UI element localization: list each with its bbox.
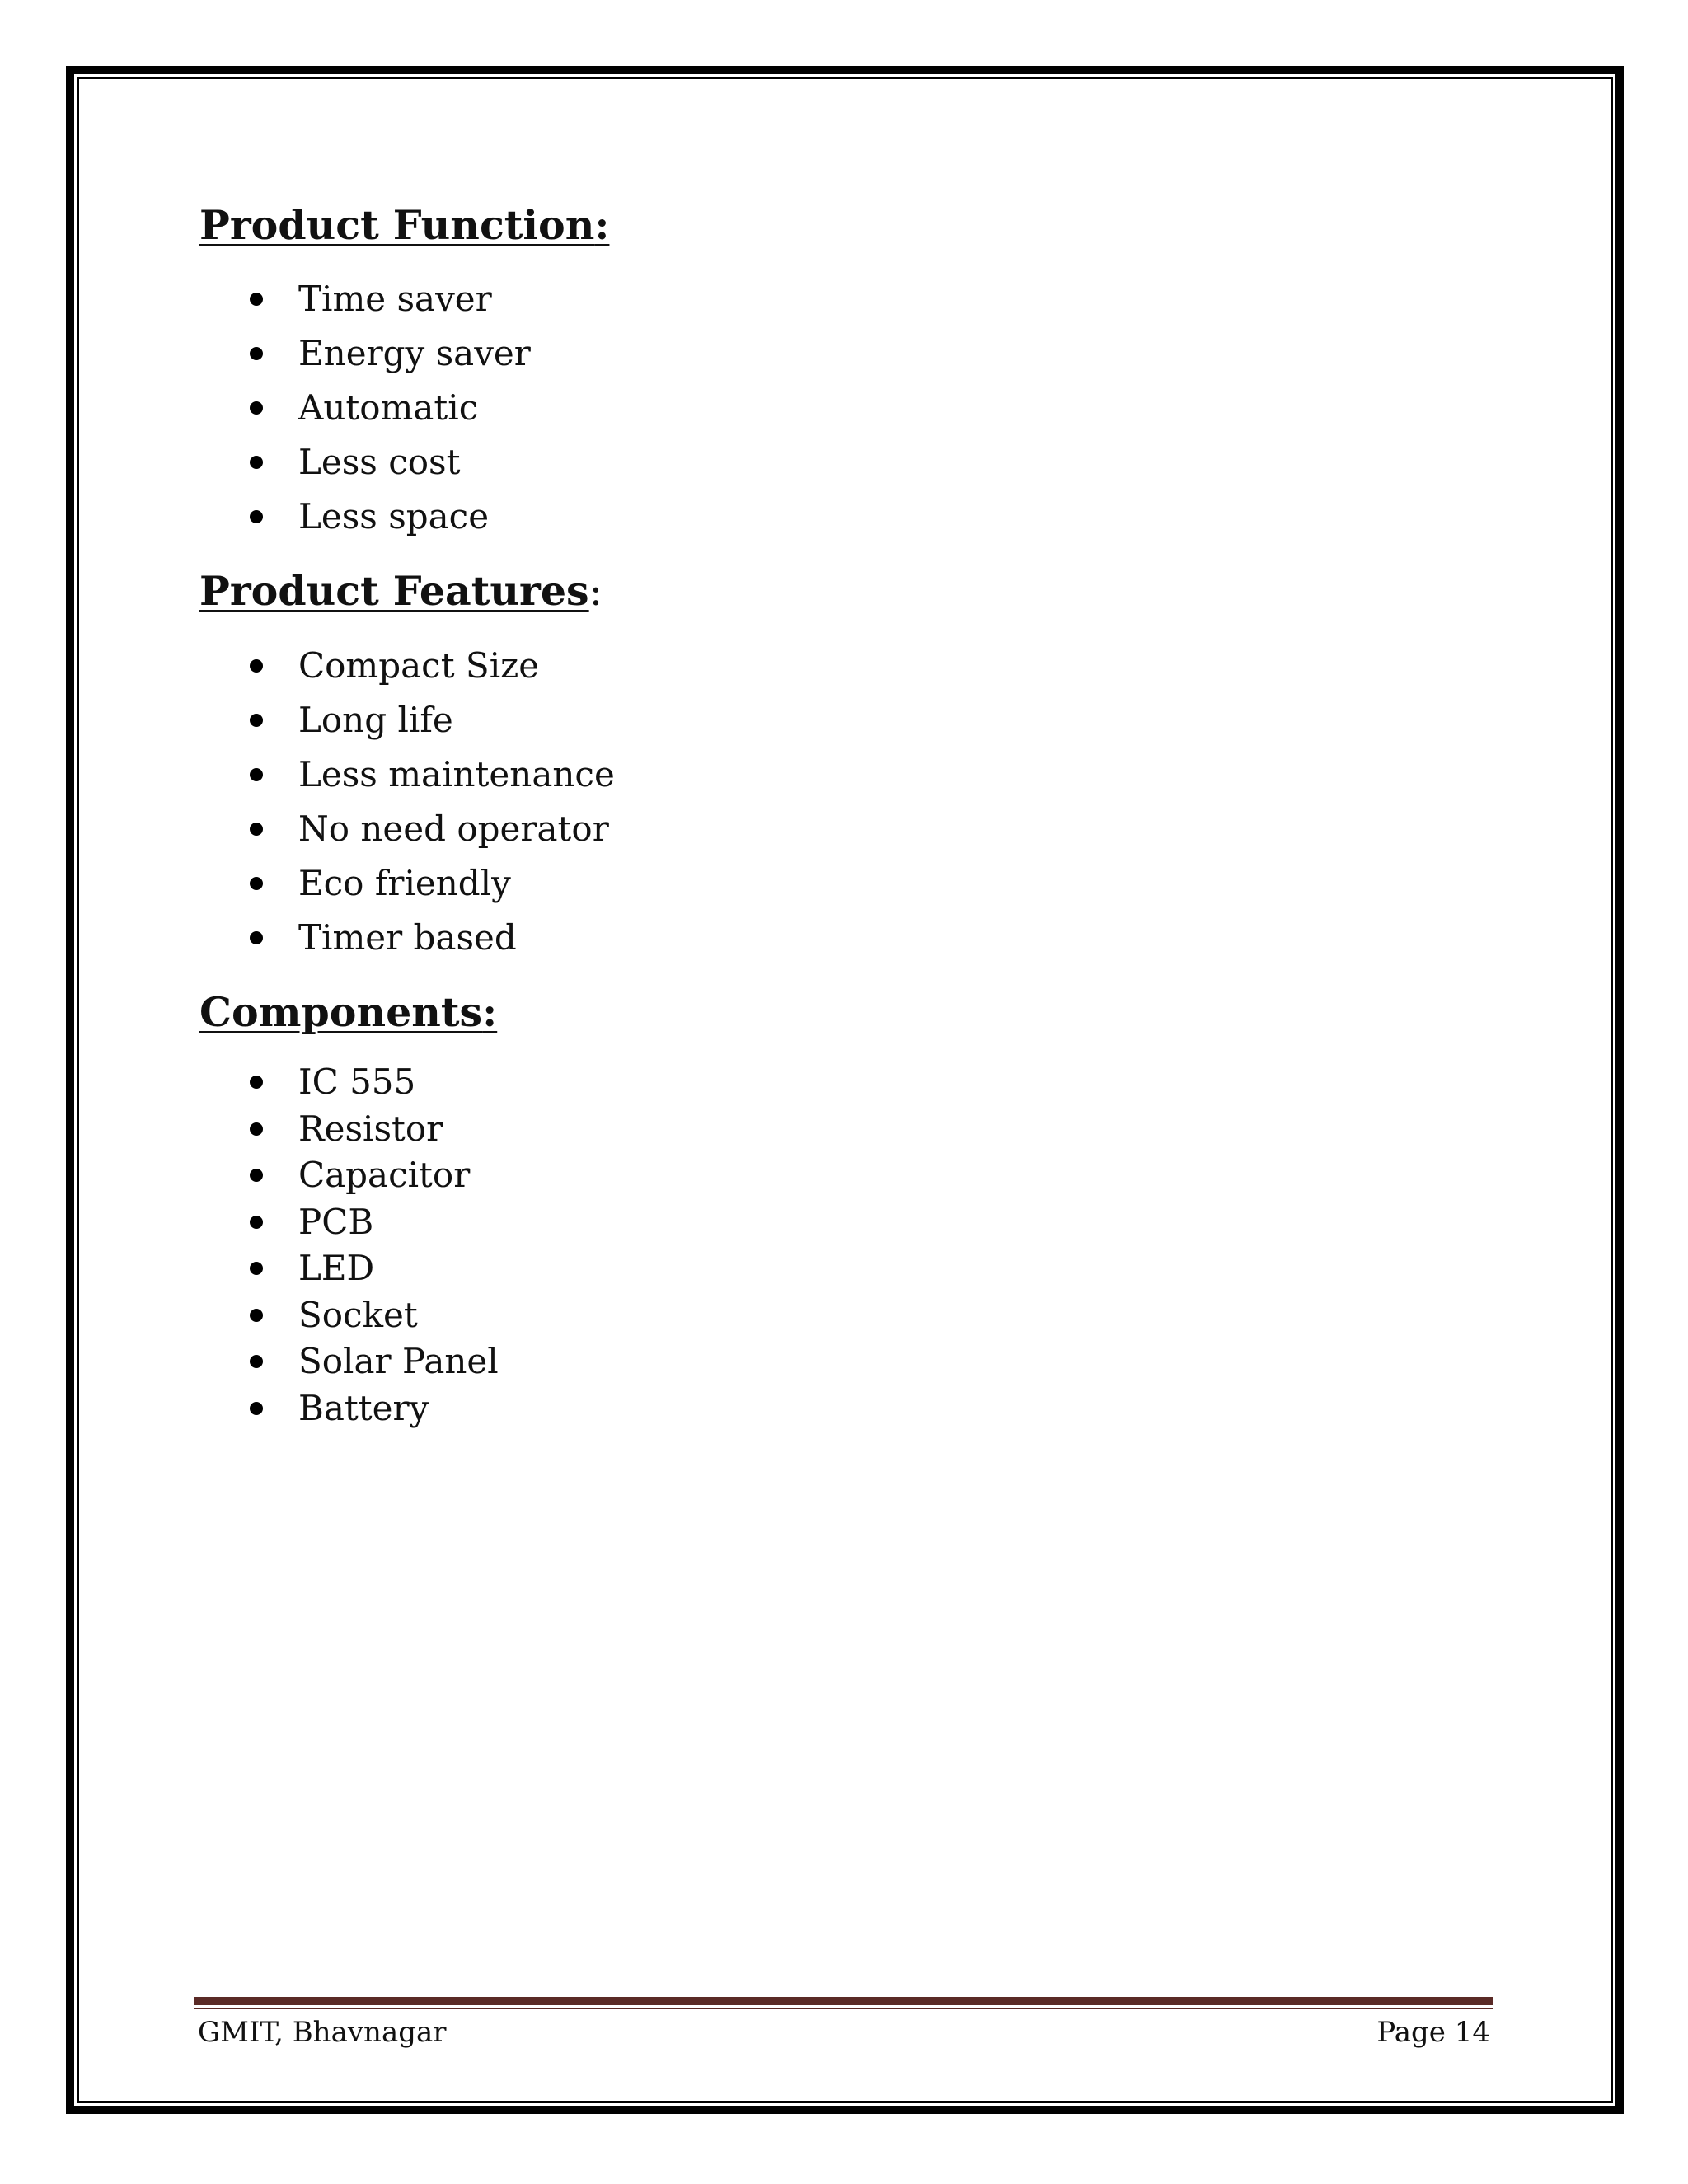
section-title-product-function: [199, 196, 1485, 254]
list-item-text: LED: [298, 1248, 375, 1288]
list-item-text: Timer based: [298, 917, 517, 958]
list-item: [199, 856, 1485, 911]
list-item-text: Eco friendly: [298, 863, 511, 903]
bullet-icon: [250, 293, 263, 306]
list-item: [199, 435, 1485, 490]
bullet-icon: [250, 659, 263, 673]
list-item: [199, 1292, 1485, 1339]
list-item: [199, 802, 1485, 856]
list-item-text: Solar Panel: [298, 1341, 499, 1381]
section-title-text: Components: [199, 988, 483, 1036]
bullet-icon: [250, 510, 263, 523]
bullet-icon: [250, 1076, 263, 1089]
list-item: [199, 1338, 1485, 1385]
list-item-text: Less maintenance: [298, 754, 615, 794]
list-item: [199, 1106, 1485, 1153]
list-item-text: Less cost: [298, 442, 461, 482]
bullet-icon: [250, 401, 263, 415]
list-item-text: Resistor: [298, 1108, 443, 1149]
list-item-text: Less space: [298, 496, 490, 537]
bullet-icon: [250, 1216, 263, 1229]
list-item: [199, 693, 1485, 748]
bullet-icon: [250, 1169, 263, 1182]
product-features-list: [199, 639, 1485, 965]
list-item: [199, 639, 1485, 693]
list-item: [199, 1199, 1485, 1246]
section-title-text: Product Function: [199, 201, 595, 249]
list-item: [199, 272, 1485, 326]
bullet-icon: [250, 714, 263, 727]
list-item-text: IC 555: [298, 1062, 416, 1102]
footer-institution: GMIT, Bhavnagar: [198, 2016, 447, 2049]
list-item: [199, 490, 1485, 544]
section-title-colon: :: [594, 201, 610, 249]
section-title-text: Product Features: [199, 567, 589, 615]
list-item: [199, 1245, 1485, 1292]
list-item: [199, 326, 1485, 381]
list-item: [199, 748, 1485, 802]
bullet-icon: [250, 347, 263, 360]
page-content: [199, 196, 1485, 1432]
list-item-text: Compact Size: [298, 645, 540, 686]
section-title-components: [199, 983, 1485, 1041]
list-item-text: Automatic: [298, 387, 479, 428]
footer-divider-thin: [194, 2008, 1493, 2009]
bullet-icon: [250, 456, 263, 469]
list-item-text: Battery: [298, 1387, 429, 1428]
bullet-icon: [250, 768, 263, 781]
components-list: [199, 1059, 1485, 1432]
footer-divider-thick: [194, 1997, 1493, 2005]
list-item-text: PCB: [298, 1201, 374, 1242]
section-title-colon: :: [482, 988, 498, 1036]
bullet-icon: [250, 1122, 263, 1136]
list-item: [199, 1385, 1485, 1432]
list-item-text: Socket: [298, 1294, 418, 1335]
bullet-icon: [250, 1402, 263, 1415]
list-item: [199, 911, 1485, 965]
list-item: [199, 381, 1485, 435]
list-item-text: Capacitor: [298, 1155, 471, 1195]
list-item: [199, 1059, 1485, 1106]
bullet-icon: [250, 823, 263, 836]
section-title-product-features: [199, 562, 1485, 621]
bullet-icon: [250, 1309, 263, 1322]
bullet-icon: [250, 877, 263, 890]
footer-page-number: Page 14: [1376, 2016, 1490, 2049]
bullet-icon: [250, 1262, 263, 1275]
list-item: [199, 1152, 1485, 1199]
list-item-text: No need operator: [298, 808, 609, 849]
section-title-colon: :: [588, 568, 603, 615]
product-function-list: [199, 272, 1485, 544]
bullet-icon: [250, 1355, 263, 1368]
list-item-text: Energy saver: [298, 333, 531, 373]
bullet-icon: [250, 931, 263, 944]
list-item-text: Time saver: [298, 279, 492, 319]
list-item-text: Long life: [298, 700, 453, 740]
